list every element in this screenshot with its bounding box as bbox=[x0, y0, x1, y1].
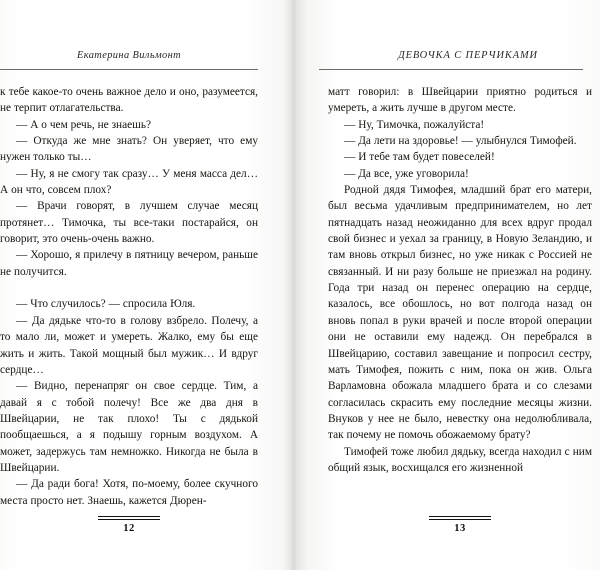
paragraph: — Откуда же мне знать? Он уверяет, что ему нужен только ты… bbox=[0, 135, 258, 164]
paragraph: — Да лети на здоровье! — улыбнулся Тимофей. bbox=[344, 135, 577, 148]
paragraph: — Врачи говорят, в лучшем случае месяц протянет… Тимочка, ты все-таки постарайся, он говорит, это очень-очень важно. bbox=[0, 200, 258, 246]
paragraph: — Да дядьке что-то в голову взбрело. Полечу, а то мало ли, может и умереть. Жалко, ему бы еще жить и жить. Такой мощный был мужик… И вдруг сердце… bbox=[0, 314, 258, 376]
right-text-column bbox=[328, 84, 592, 476]
right-page bbox=[308, 0, 600, 570]
paragraph: — И тебе там будет повеселей! bbox=[344, 151, 495, 164]
paragraph: Родной дядя Тимофея, младший брат его матери, был весьма удачливым предпринимателем, но лет пятнадцать назад неожиданно для всех вдруг продал свой бизнес и уехал за границу, в Новую Зеландию, и там вновь открыл бизнес, но уже никак с Россией не связанный. И ни разу больше не приезжал на родину. Года три назад он перенес операцию на сердце, казалось, все обошлось, но вот полгода назад он вновь попал в руки врачей и после второй операции они не оставили ему надежд. Он перебрался в Швейцарию, составил завещание и попросил сестру, мать Тимофея, пожить с ним, пока он жив. Ольга Варламовна обожала младшего брата и со слезами согласилась скрасить ему последние месяцы жизни. Внуков у нее не было, невестку она недолюбливала, так почему не помочь обожаемому брату? bbox=[328, 184, 592, 442]
right-running-head: ДЕВОЧКА С ПЕРЧИКАМИ bbox=[398, 50, 538, 61]
left-running-head-rule bbox=[0, 69, 258, 70]
paragraph: — А о чем речь, не знаешь? bbox=[16, 118, 151, 131]
right-page-number: 13 bbox=[454, 523, 466, 534]
left-folio bbox=[0, 516, 258, 534]
left-running-head: Екатерина Вильмонт bbox=[76, 50, 182, 61]
left-page bbox=[0, 0, 292, 570]
right-folio-ornament-rule bbox=[429, 516, 491, 520]
right-running-head-rule bbox=[319, 69, 583, 70]
paragraph: к тебе какое-то очень важное дело и оно, разумеется, не терпит отлагательства. bbox=[0, 86, 258, 115]
left-text-column bbox=[0, 84, 258, 509]
left-page-number: 12 bbox=[123, 523, 135, 534]
left-folio-ornament-rule bbox=[98, 516, 160, 520]
paragraph: — Да ради бога! Хотя, по-моему, более скучного места просто нет. Знаешь, кажется Дюрен- bbox=[0, 478, 258, 507]
paragraph: — Да все, уже уговорила! bbox=[344, 167, 469, 180]
paragraph: — Видно, перенапряг он свое сердце. Тим, а давай я с тобой полечу! Все же два дня в Швейцарии, не так плохо! Ты с дядькой пообщаешься, а я подышу горным воздухом. А может, задержусь там немножко. Никогда не была в Швейцарии. bbox=[0, 380, 258, 474]
right-folio bbox=[328, 516, 592, 534]
paragraph: — Хорошо, я прилечу в пятницу вечером, раньше не получится. bbox=[0, 249, 258, 278]
paragraph: — Ну, Тимочка, пожалуйста! bbox=[344, 118, 485, 131]
paragraph: Тимофей тоже любил дядьку, всегда находил с ним общий язык, восхищался его жизненной bbox=[328, 445, 592, 474]
paragraph: — Ну, я не смогу так сразу… У меня масса дел… А он что, совсем плох? bbox=[0, 167, 258, 197]
paragraph: — Что случилось? — спросила Юля. bbox=[16, 298, 196, 311]
paragraph: матт говорил: в Швейцарии приятно родиться и умереть, а жить лучше в другом месте. bbox=[328, 86, 592, 115]
